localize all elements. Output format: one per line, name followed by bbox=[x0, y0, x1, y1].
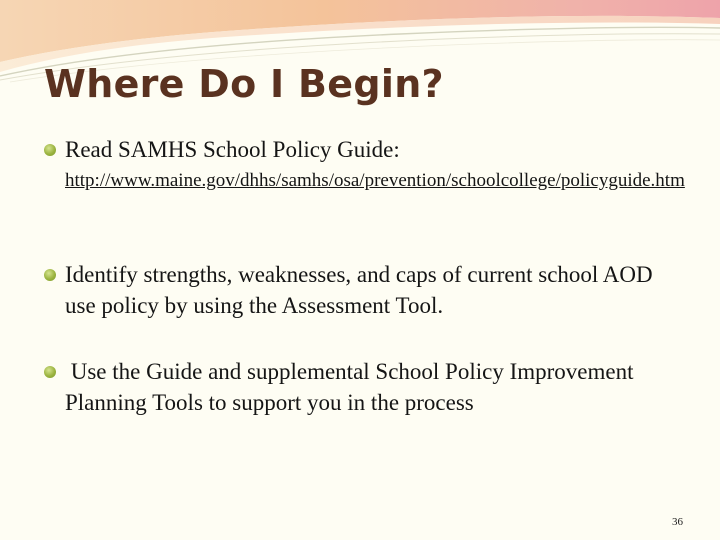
bullet-text: Identify strengths, weaknesses, and caps of current school AOD use policy by using the Assessment Tool. bbox=[65, 262, 653, 318]
bullet-item-3 bbox=[44, 356, 674, 418]
page-number: 36 bbox=[672, 516, 683, 528]
bullet-text: Use the Guide and supplemental School Policy Improvement Planning Tools to support you in the process bbox=[65, 359, 640, 415]
bullet-item-1 bbox=[44, 134, 685, 195]
bullet-item-2 bbox=[44, 259, 674, 321]
bullet-row bbox=[44, 356, 674, 418]
bullet-dot-icon bbox=[44, 269, 56, 281]
bullet-dot-icon bbox=[44, 366, 56, 378]
slide-title: Where Do I Begin? bbox=[44, 62, 444, 106]
bullet-row bbox=[44, 259, 674, 321]
bullet-row bbox=[44, 134, 674, 165]
policy-guide-link[interactable]: http://www.maine.gov/dhhs/samhs/osa/prevention/schoolcollege/policyguide.htm bbox=[65, 170, 685, 191]
bullet-text: Read SAMHS School Policy Guide: bbox=[65, 137, 400, 162]
bullet-dot-icon bbox=[44, 144, 56, 156]
